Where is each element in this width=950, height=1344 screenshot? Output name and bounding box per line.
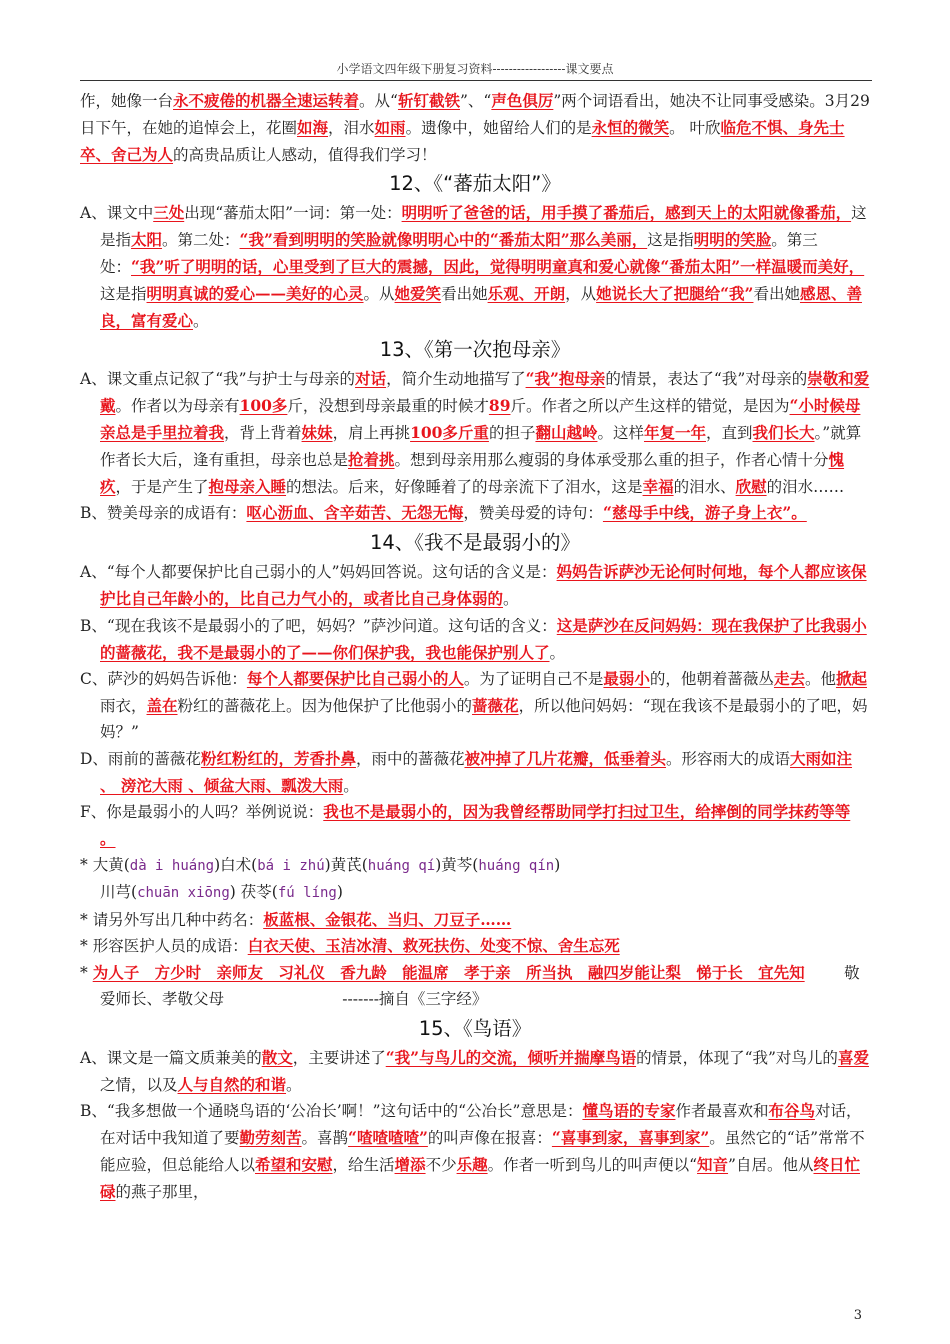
- answer: 斩钉截铁: [397, 91, 460, 110]
- text: 。他: [804, 670, 836, 689]
- text: B、“现在我该不是最弱小的了吧，妈妈？”萨沙问道。这句话的含义：: [80, 616, 557, 635]
- text: ”、“: [459, 92, 492, 110]
- text: 。形容雨大的成语: [665, 749, 790, 768]
- text: F、你是最弱小的人吗？举例说说：: [80, 803, 324, 822]
- answer: 勤劳刻苦: [239, 1128, 302, 1148]
- answer: 懂鸟语的专家: [582, 1101, 676, 1121]
- herb-pinyin-list: * 大黄(dà i huáng)白术(bá i zhú)黄芪(huáng qí)黄芩(huáng qín) 川芎(chuān xiōng) 茯苓(fú líng): [80, 855, 561, 901]
- answer: 被冲掉了几片花瓣，低垂着头: [464, 748, 666, 768]
- answer: 我们长大: [752, 422, 815, 442]
- answer: 抢着挑: [348, 449, 395, 469]
- text: 粉红的蔷薇花上。因为他保护了比他弱小的: [177, 697, 473, 716]
- text: B、赞美母亲的成语有：: [80, 504, 247, 523]
- text: ，赞美母爱的诗句：: [463, 504, 603, 523]
- answer: 愧疚: [100, 449, 845, 496]
- answer: “喜事到家，喜事到家”: [551, 1128, 710, 1148]
- text: 的叫声像在报喜：: [427, 1129, 552, 1148]
- text: 的泪水……: [766, 477, 845, 496]
- answer: 如雨: [374, 117, 406, 137]
- text: 。: [343, 776, 359, 795]
- answer: 抱母亲入睡: [208, 476, 287, 496]
- source-note: -------摘自《三字经》: [342, 989, 488, 1008]
- text: 。遗像中，她留给人们的是: [405, 118, 592, 137]
- text: 。 叶欣: [669, 118, 721, 137]
- answer: 乐观、开朗: [487, 283, 566, 303]
- answer: 板蓝根、金银花、当归、刀豆子……: [263, 909, 512, 929]
- text: 。这样: [597, 423, 644, 442]
- answer: 年复一年: [643, 422, 706, 442]
- section-14-item-c: [80, 666, 870, 745]
- text: 雨衣，: [100, 697, 147, 716]
- page-content: [80, 88, 870, 1205]
- text: 。为了证明自己不是: [463, 670, 604, 689]
- answer: 蔷薇花: [472, 696, 519, 716]
- answer: 明明听了爸爸的话，用手摸了番茄后，感到天上的太阳就像番茄，: [401, 203, 852, 223]
- answer: 我也不是最弱小的，因为我曾经帮助同学打扫过卫生，给摔倒的同学抹药等等 。: [100, 802, 851, 849]
- text: 形容医护人员的成语：: [92, 937, 248, 956]
- text: 。”就算作者长大后，逢有重担，母亲也总是: [100, 423, 862, 469]
- answer: 明明的笑脸: [693, 230, 772, 250]
- answer: 感恩、善良，富有爱心: [100, 283, 862, 330]
- text: 。虽然它的“话”常常不能应验，但总能给人以: [100, 1129, 865, 1174]
- answer: 增添: [394, 1154, 426, 1174]
- page-number: 3: [853, 1308, 862, 1323]
- text: 。第三处：: [100, 231, 818, 276]
- answer: 欣慰: [735, 476, 767, 496]
- answer: “小时候母亲总是手里拉着: [100, 396, 861, 442]
- answer: 人与自然的和谐: [177, 1074, 287, 1094]
- herb-name: 大黄: [92, 855, 124, 874]
- text: 的想法。后来，好像睡着了的母亲流下了泪水，这是: [286, 477, 643, 496]
- section-14-item-b: [80, 613, 870, 667]
- text: 。从: [363, 284, 395, 303]
- text: A、“每个人都要保护比自己弱小的人”妈妈回答说。这句话的含义是：: [80, 563, 557, 582]
- section-13-item-b: [80, 500, 870, 527]
- answer: 翻山越岭: [535, 422, 598, 442]
- bullet: *: [80, 964, 88, 983]
- pinyin: dà i huáng: [129, 857, 215, 874]
- text: ，肩上再挑: [332, 423, 411, 442]
- section-15-item-a: [80, 1045, 870, 1099]
- section-14-item-a: [80, 559, 870, 613]
- answer: 这是萨沙在反问妈妈：现在我保护了比我弱小的蔷薇花，我不是最弱小的了——你们保护我，我也能保护别人了: [100, 615, 867, 662]
- herb-name: 白术: [220, 855, 252, 874]
- answer: 永恒的微笑: [591, 117, 670, 137]
- pinyin: huáng qín: [478, 857, 555, 874]
- text: 请另外写出几种中药名：: [92, 910, 264, 929]
- answer: 粉红粉红的，芳香扑鼻: [200, 748, 356, 768]
- section-14-item-d: [80, 746, 870, 800]
- text: 的情景，体现了“我”对鸟儿的: [636, 1048, 838, 1067]
- pinyin: fú líng: [277, 884, 337, 901]
- text: 。: [549, 643, 566, 662]
- text: ，背上背着: [224, 423, 302, 442]
- text: 。: [286, 1075, 302, 1094]
- text: ，直到: [706, 423, 753, 442]
- text: 的泪水、: [673, 477, 736, 496]
- answer: “我”抱母亲: [525, 369, 606, 389]
- text: 这是指: [100, 204, 867, 250]
- answer: 幸福: [642, 476, 674, 496]
- text: 对话，在对话中我知道了要: [100, 1102, 862, 1148]
- answer: “我”听了明明的话，心里受到了巨大的震撼，因此，觉得明明童真和爱心就像“番茄太阳”一样温暖而美好，: [131, 256, 865, 276]
- text: 的担子: [488, 423, 536, 442]
- answer: 她爱笑: [394, 283, 442, 303]
- herb-name: 黄芩: [441, 855, 473, 874]
- text: ，主要讲述了: [292, 1048, 386, 1067]
- section-15-item-b: [80, 1098, 870, 1205]
- text: 作，她像一台: [80, 92, 174, 110]
- text: 这是指: [647, 231, 694, 250]
- section-12-title: 12、《“蕃茄太阳”》: [389, 172, 561, 196]
- text: D、雨前的蔷薇花: [80, 749, 201, 768]
- text: 。作者一听到鸟儿的叫声便以“: [487, 1155, 698, 1174]
- text: 作者最喜欢和: [675, 1102, 769, 1121]
- answer: 妈妈告诉萨沙无论何时何地，每个人都应该保护比自己年龄小的，比自己力气小的，或者比自己身体弱的: [100, 562, 867, 608]
- answer: 太阳: [131, 230, 163, 250]
- text: 的燕子那里，: [115, 1182, 209, 1201]
- text: ，泪水: [328, 118, 375, 137]
- answer: 妹妹: [301, 422, 333, 442]
- answer: 终日忙碌: [100, 1154, 860, 1201]
- section-14-title: 14、《我不是最弱小的》: [369, 531, 581, 555]
- pinyin: chuān xiōng: [137, 884, 230, 901]
- answer: 希望和安慰: [255, 1154, 333, 1174]
- text: 。: [193, 311, 209, 330]
- text: 出现“蕃茄太阳”一词：第一处：: [184, 204, 402, 223]
- answer: 她说长大了把腿给“我”: [596, 283, 754, 303]
- answer: 每个人都要保护比自己弱小的人: [246, 669, 464, 689]
- three-character-classic-quote: [80, 960, 870, 1013]
- text: 这是指: [100, 284, 147, 303]
- answer: 明明真诚的爱心——美好的心灵: [146, 283, 364, 303]
- continuation-paragraph: [80, 88, 870, 168]
- answer: 100多: [239, 396, 288, 416]
- text: 之情，以及: [100, 1075, 178, 1094]
- text: 敬爱师长、孝敬父母: [100, 964, 860, 1008]
- answer: 散文: [261, 1047, 293, 1067]
- answer: 喜爱: [837, 1047, 869, 1067]
- text: 。第二处：: [162, 231, 240, 250]
- pinyin: huáng qí: [367, 857, 436, 874]
- answer: 89: [488, 396, 511, 416]
- answer: 最弱小: [603, 669, 650, 689]
- text: 的，他朝着蔷薇丛: [649, 670, 774, 689]
- text: 。: [503, 589, 519, 608]
- text: 。从“: [359, 92, 398, 110]
- answer: “慈母手中线，游子身上衣”。: [602, 503, 807, 523]
- section-12-item-a: [80, 200, 870, 334]
- answer: 知音: [697, 1154, 729, 1174]
- text: A、课文重点记叙了“我”与护士与母亲的: [80, 370, 356, 389]
- answer: “我”看到明明的笑脸就像明明心中的“番茄太阳”那么美丽，: [239, 230, 648, 250]
- answer: 布谷鸟: [768, 1101, 815, 1121]
- medical-idioms-question: [80, 933, 870, 960]
- answer: 声色俱厉: [491, 91, 554, 110]
- text: 。作者以为母亲有: [115, 397, 240, 416]
- text: ，给生活: [332, 1155, 395, 1174]
- text: 。喜鹊: [301, 1129, 349, 1148]
- answer: 临危不惧、身先士卒、舍己为人: [80, 117, 845, 164]
- answer: 三处: [153, 203, 185, 223]
- herb-name: 茯苓: [240, 882, 272, 901]
- answer: 掀起: [835, 669, 867, 689]
- answer: 我: [208, 422, 225, 442]
- section-13-item-a: [80, 366, 870, 500]
- answer: “我”与鸟儿的交流，倾听并揣摩鸟语: [385, 1047, 637, 1067]
- text: 的情景，表达了“我”对母亲的: [605, 370, 808, 389]
- text: 不少: [425, 1155, 457, 1174]
- bullet: *: [80, 910, 88, 929]
- herb-names-question: [80, 907, 870, 934]
- text: ”两个词语看出，她决不让同事受感染。3月29日下午，在她的追悼会上，花圈: [80, 92, 870, 137]
- text: ，从: [565, 284, 597, 303]
- answer: 乐趣: [456, 1154, 488, 1174]
- text: ，于是产生了: [115, 477, 209, 496]
- text: ，简介生动地描写了: [386, 370, 526, 389]
- text: ”自居。他从: [728, 1155, 814, 1174]
- answer: 盖在: [146, 696, 178, 716]
- text: 的高贵品质让人感动，值得我们学习！: [173, 145, 437, 164]
- text: 。想到母亲用那么瘦弱的身体承受那么重的担子，作者心情十分: [394, 450, 829, 469]
- answer: 走去: [773, 669, 805, 689]
- section-15-title: 15、《鸟语》: [418, 1016, 532, 1040]
- answer: 呕心沥血、含辛茹苦、无怨无悔: [246, 503, 464, 523]
- answer: “喳喳喳喳”: [348, 1128, 428, 1148]
- text: ，雨中的蔷薇花: [355, 749, 465, 768]
- answer: 崇敬和爱戴: [100, 369, 870, 416]
- text: ，所以他问妈妈：“现在我该不是最弱小的了吧，妈妈？”: [100, 697, 868, 741]
- herb-name: 黄芪: [330, 855, 362, 874]
- header-rule: [80, 80, 872, 81]
- answer: 100多斤重: [410, 422, 489, 442]
- answer: 对话: [355, 369, 387, 389]
- text: B、“我多想做一个通晓鸟语的‘公冶长’啊！”这句话中的“公冶长”意思是：: [80, 1102, 583, 1121]
- answer: 白衣天使、玉洁冰清、救死扶伤、处变不惊、舍生忘死: [247, 936, 620, 956]
- pinyin: bá i zhú: [257, 857, 325, 874]
- herb-name: 川芎: [100, 882, 132, 901]
- text: C、萨沙的妈妈告诉他：: [80, 670, 247, 689]
- section-14-item-f: [80, 799, 870, 853]
- answer: 永不疲倦的机器全速运转着: [173, 91, 360, 110]
- page-header: 小学语文四年级下册复习资料------------------课文要点: [336, 62, 614, 76]
- answer: 为人子 方少时 亲师友 习礼仪 香九龄 能温席 孝于亲 所当执 融四岁能让梨 悌于长 宜先知: [92, 963, 805, 983]
- text: 看出她: [753, 284, 800, 303]
- text: 斤。作者之所以产生这样的错觉，是因为: [510, 397, 790, 416]
- text: A、课文是一篇文质兼美的: [80, 1048, 262, 1067]
- answer: 如海: [297, 117, 329, 137]
- text: 斤，没想到母亲最重的时候才: [287, 397, 489, 416]
- bullet: *: [80, 937, 88, 956]
- text: 看出她: [441, 284, 488, 303]
- bullet: *: [80, 855, 88, 874]
- answer: 大雨如注 、 滂沱大雨 、倾盆大雨、瓢泼大雨: [100, 748, 853, 795]
- section-13-title: 13、《第一次抱母亲》: [379, 338, 571, 362]
- text: A、课文中: [80, 204, 154, 223]
